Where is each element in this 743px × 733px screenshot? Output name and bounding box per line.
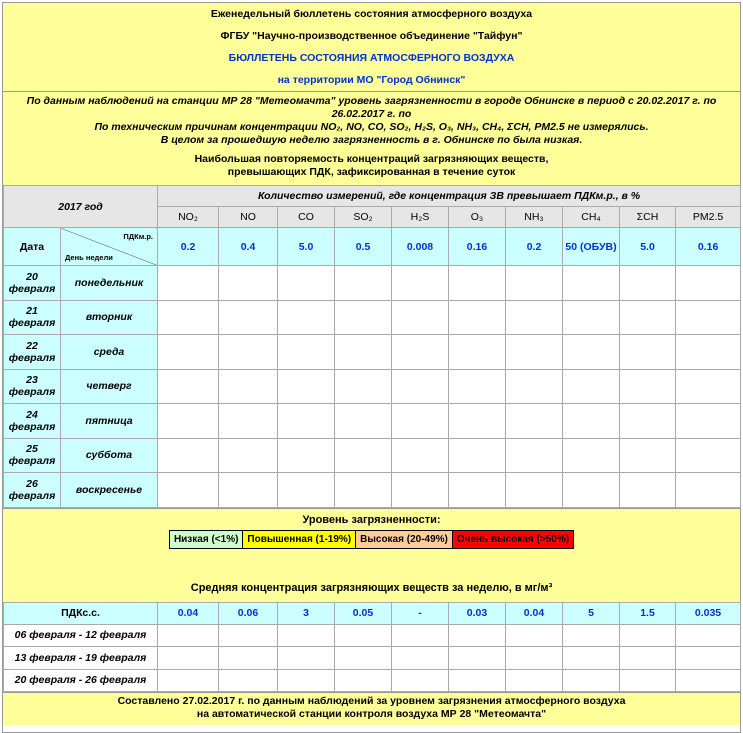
average-cell [563,647,620,670]
exceedance-cell [335,335,392,370]
pdk-ss-label: ПДКс.с. [4,602,158,624]
footer-line-2: на автоматической станции контроля воздуха МР 28 "Метеомачта" [196,708,547,720]
exceedance-cell [449,404,506,439]
table-row [4,335,741,370]
exceedance-cell [676,473,741,508]
footer-line-1: Составлено 27.02.2017 г. по данным наблюдений за уровнем загрязнения атмосферного воздуха [117,695,626,707]
header-line-2: ФГБУ "Научно-производственное объединение "Тайфун" [220,30,523,42]
average-cell [158,669,219,692]
exceedance-cell [506,473,563,508]
pdk-ss-value: 1.5 [620,602,676,624]
exceedance-cell [335,300,392,335]
pdk-mr-value: 0.16 [449,228,506,266]
exceedance-cell [506,404,563,439]
exceedance-cell [563,473,620,508]
exceedance-cell [335,404,392,439]
day-name: вторник [61,300,158,335]
average-cell [158,624,219,647]
count-header: Количество измерений, где концентрация ЗВ превышает ПДКм.р., в % [158,186,741,207]
bulletin-header [3,3,740,91]
exceedance-cell [219,335,278,370]
table-row [4,300,741,335]
pdk-mr-value: 0.5 [335,228,392,266]
exceedance-cell [676,404,741,439]
table-row [4,369,741,404]
exceedance-cell [620,404,676,439]
header-line-4: на территории МО "Город Обнинск" [277,74,466,86]
average-cell [335,669,392,692]
average-cell [278,624,335,647]
exceedance-cell [219,266,278,301]
week-range: 13 февраля - 19 февраля [4,647,158,670]
exceedance-cell [278,369,335,404]
pollution-level-legend [3,508,740,569]
day-date: 20 февраля [4,266,61,301]
average-cell [392,624,449,647]
average-cell [449,647,506,670]
exceedance-cell [219,300,278,335]
exceedance-cell [563,438,620,473]
pdk-mr-value: 0.008 [392,228,449,266]
average-cell [620,624,676,647]
day-name: пятница [61,404,158,439]
average-cell [392,669,449,692]
weekday-label: День недели [65,253,113,262]
exceedance-cell [219,404,278,439]
exceedance-cell [449,369,506,404]
table-row [4,404,741,439]
substance-header: H₂S [392,207,449,228]
exceedance-cell [449,438,506,473]
bulletin-page [2,2,741,733]
table-row [4,669,741,692]
pdk-ss-value: 0.03 [449,602,506,624]
average-title: Средняя концентрация загрязняющих веществ за неделю, в мг/м³ [190,581,553,594]
average-cell [219,669,278,692]
pdk-ss-value: 5 [563,602,620,624]
level-title: Уровень загрязненности: [302,513,441,526]
day-name: среда [61,335,158,370]
exceedance-cell [563,404,620,439]
pdk-ss-value: 3 [278,602,335,624]
average-cell [676,647,741,670]
pdk-mr-value: 50 (ОБУВ) [563,228,620,266]
average-cell [563,669,620,692]
table-row [4,624,741,647]
date-label: Дата [4,228,61,266]
exceedance-cell [219,473,278,508]
exceedance-cell [335,438,392,473]
intro-period: По данным наблюдений на станции МР 28 "Метеомачта" уровень загрязненности в городе Обнинске в период с 20.02.2017 г. по 26.02.2017 г. по [26,95,717,120]
average-cell [278,669,335,692]
exceedance-cell [676,369,741,404]
exceedance-cell [506,266,563,301]
exceedance-cell [158,266,219,301]
day-date: 21 февраля [4,300,61,335]
exceedance-cell [219,369,278,404]
average-cell [278,647,335,670]
pdk-mr-value: 5.0 [278,228,335,266]
week-range: 06 февраля - 12 февраля [4,624,158,647]
pdk-ss-value: - [392,602,449,624]
footer [3,692,740,725]
pdk-ss-value: 0.04 [506,602,563,624]
table-row [4,438,741,473]
exceedance-cell [335,266,392,301]
average-table [3,602,741,693]
intro-not-measured: По техническим причинам концентрации NO₂, NO, CO, SO₂, H₂S, O₃, NH₃, CH₄, ΣCH, PM2.5 не измерялись. [94,121,649,133]
exceedance-cell [278,300,335,335]
day-date: 26 февраля [4,473,61,508]
repeatability-line-1: Наибольшая повторяемость концентраций загрязняющих веществ, [194,153,549,165]
exceedance-cell [563,300,620,335]
substance-header: PM2.5 [676,207,741,228]
exceedance-cell [563,266,620,301]
average-cell [219,647,278,670]
average-cell [506,647,563,670]
pdk-weekday-header [61,228,158,266]
repeatability-line-2: превышающих ПДК, зафиксированная в течение суток [227,166,516,178]
legend-item: Повышенная (1-19%) [243,531,356,548]
exceedance-cell [158,300,219,335]
average-cell [620,669,676,692]
exceedance-cell [392,300,449,335]
exceedance-cell [563,335,620,370]
table-row [4,266,741,301]
average-cell [506,624,563,647]
pdk-mr-value: 0.16 [676,228,741,266]
exceedance-table [3,185,741,508]
exceedance-cell [158,438,219,473]
average-cell [676,669,741,692]
legend-item: Высокая (20-49%) [356,531,453,548]
exceedance-cell [676,266,741,301]
pdk-ss-value: 0.05 [335,602,392,624]
pdk-mr-label: ПДКм.р. [123,232,153,241]
day-name: понедельник [61,266,158,301]
average-cell [335,647,392,670]
exceedance-cell [278,438,335,473]
exceedance-cell [620,300,676,335]
substance-header: CH₄ [563,207,620,228]
exceedance-cell [620,266,676,301]
pdk-mr-value: 0.2 [158,228,219,266]
exceedance-cell [506,300,563,335]
repeatability-title [3,149,740,185]
exceedance-cell [676,438,741,473]
pdk-ss-value: 0.04 [158,602,219,624]
exceedance-cell [449,266,506,301]
exceedance-cell [158,369,219,404]
substance-header: O₃ [449,207,506,228]
exceedance-cell [392,369,449,404]
exceedance-cell [158,335,219,370]
exceedance-cell [278,335,335,370]
exceedance-cell [278,266,335,301]
header-line-3: БЮЛЛЕТЕНЬ СОСТОЯНИЯ АТМОСФЕРНОГО ВОЗДУХА [228,52,515,64]
exceedance-cell [506,369,563,404]
exceedance-cell [620,335,676,370]
exceedance-cell [563,369,620,404]
average-cell [335,624,392,647]
exceedance-cell [219,438,278,473]
exceedance-cell [335,473,392,508]
week-range: 20 февраля - 26 февраля [4,669,158,692]
average-cell [563,624,620,647]
day-date: 24 февраля [4,404,61,439]
exceedance-cell [620,369,676,404]
average-cell [449,624,506,647]
day-name: воскресенье [61,473,158,508]
day-name: суббота [61,438,158,473]
intro-summary: В целом за прошедшую неделю загрязненность в г. Обнинске по была низкая. [160,134,583,146]
substance-header: NO₂ [158,207,219,228]
average-cell [506,669,563,692]
legend-item: Низкая (<1%) [170,531,243,548]
exceedance-cell [158,404,219,439]
substance-header: ΣCH [620,207,676,228]
exceedance-cell [449,335,506,370]
average-cell [158,647,219,670]
exceedance-cell [449,300,506,335]
substance-header: NH₃ [506,207,563,228]
legend-items [169,530,574,549]
exceedance-cell [506,335,563,370]
exceedance-cell [676,300,741,335]
substance-header: CO [278,207,335,228]
exceedance-cell [506,438,563,473]
pdk-ss-value: 0.06 [219,602,278,624]
exceedance-cell [392,404,449,439]
exceedance-cell [278,404,335,439]
legend-item: Очень высокая (>50%) [453,531,573,548]
exceedance-cell [392,438,449,473]
header-line-1: Еженедельный бюллетень состояния атмосферного воздуха [210,8,533,20]
table-row [4,473,741,508]
substance-header: NO [219,207,278,228]
table-row [4,647,741,670]
exceedance-cell [620,438,676,473]
exceedance-cell [335,369,392,404]
exceedance-cell [620,473,676,508]
day-date: 22 февраля [4,335,61,370]
exceedance-cell [392,473,449,508]
average-cell [449,669,506,692]
average-cell [676,624,741,647]
pdk-mr-value: 0.2 [506,228,563,266]
exceedance-cell [449,473,506,508]
exceedance-cell [676,335,741,370]
exceedance-cell [158,473,219,508]
year-label: 2017 год [4,186,158,228]
day-name: четверг [61,369,158,404]
average-cell [620,647,676,670]
day-date: 25 февраля [4,438,61,473]
day-date: 23 февраля [4,369,61,404]
exceedance-cell [392,266,449,301]
average-cell [219,624,278,647]
pdk-mr-value: 0.4 [219,228,278,266]
substance-header: SO₂ [335,207,392,228]
average-cell [392,647,449,670]
exceedance-cell [392,335,449,370]
pdk-ss-value: 0.035 [676,602,741,624]
exceedance-cell [278,473,335,508]
pdk-mr-value: 5.0 [620,228,676,266]
intro-block [3,91,740,149]
